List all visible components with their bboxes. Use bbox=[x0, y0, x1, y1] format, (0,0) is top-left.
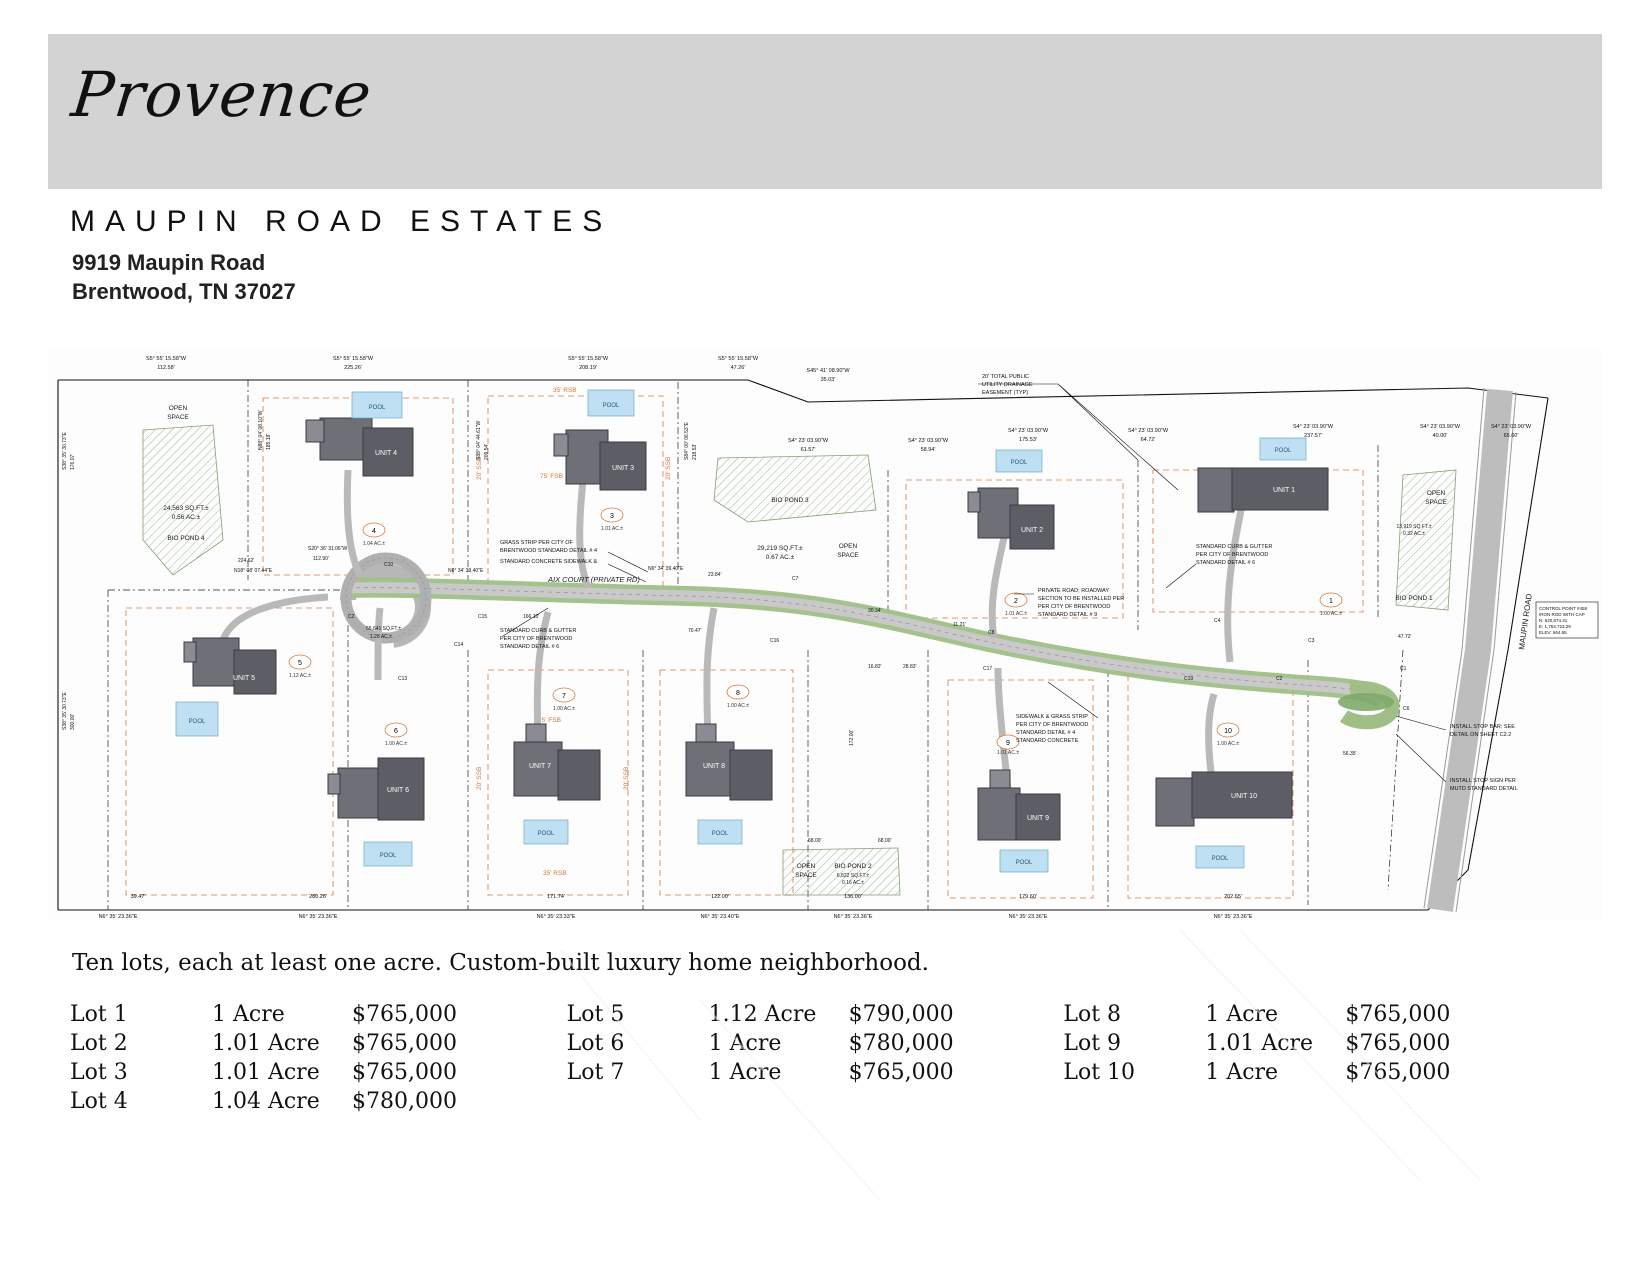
bio-pond-4-area2: 0.56 AC.± bbox=[171, 514, 201, 521]
price-column-3 bbox=[1063, 1000, 1560, 1116]
svg-text:BRENTWOOD STANDARD DETAIL # 4: BRENTWOOD STANDARD DETAIL # 4 bbox=[500, 548, 598, 554]
pool-label: POOL bbox=[602, 403, 620, 409]
svg-text:C16: C16 bbox=[770, 638, 780, 644]
lot-acre: 1 Acre bbox=[1205, 1002, 1279, 1027]
svg-text:47.72': 47.72' bbox=[1398, 634, 1412, 640]
pool-label: POOL bbox=[1010, 460, 1028, 466]
svg-text:224.62': 224.62' bbox=[238, 558, 255, 564]
lot-acre: 1.01 Acre bbox=[212, 1031, 320, 1056]
svg-text:N6° 35' 23.36"E: N6° 35' 23.36"E bbox=[98, 914, 138, 920]
lot-name: Lot 10 bbox=[1063, 1060, 1136, 1085]
svg-text:UTILITY DRAINAGE: UTILITY DRAINAGE bbox=[982, 382, 1033, 388]
pool-label: POOL bbox=[711, 831, 729, 837]
lot-name: Lot 8 bbox=[1063, 1002, 1122, 1027]
svg-text:11.21': 11.21' bbox=[953, 622, 967, 628]
svg-text:175.53': 175.53' bbox=[1019, 437, 1037, 443]
svg-text:STANDARD CURB & GUTTER: STANDARD CURB & GUTTER bbox=[500, 628, 577, 634]
svg-text:S5° 55' 15.58"W: S5° 55' 15.58"W bbox=[145, 356, 187, 362]
pool-label: POOL bbox=[188, 719, 206, 725]
lot-price: $780,000 bbox=[352, 1089, 457, 1114]
address-line-1: 9919 Maupin Road bbox=[72, 250, 266, 275]
unit-1-label: UNIT 1 bbox=[1272, 487, 1296, 494]
svg-text:61.57': 61.57' bbox=[800, 447, 816, 453]
unit-6-label: UNIT 6 bbox=[386, 787, 410, 794]
svg-text:S4° 23' 03.90"W: S4° 23' 03.90"W bbox=[1419, 424, 1461, 430]
open-space-label-1b: SPACE bbox=[167, 414, 189, 421]
svg-text:C17: C17 bbox=[983, 666, 993, 672]
maupin-road-label: MAUPIN ROAD bbox=[1517, 593, 1534, 651]
open-space-label-1: OPEN bbox=[168, 405, 188, 412]
table-row-empty bbox=[1063, 1087, 1560, 1116]
lot-acre: 1.01 Acre bbox=[1205, 1031, 1314, 1056]
lot-1-number: 1 bbox=[1329, 598, 1333, 605]
svg-text:N88° 04' 08.10"W: N88° 04' 08.10"W bbox=[258, 410, 264, 450]
svg-text:N6° 34' 39.40"E: N6° 34' 39.40"E bbox=[648, 566, 684, 572]
open-space-label-4: OPEN bbox=[796, 863, 816, 870]
svg-text:PER CITY OF BRENTWOOD: PER CITY OF BRENTWOOD bbox=[1038, 604, 1111, 610]
unit-3-label: UNIT 3 bbox=[611, 465, 635, 472]
svg-text:C2: C2 bbox=[1276, 676, 1283, 682]
svg-text:C6: C6 bbox=[1403, 706, 1410, 712]
svg-text:C3: C3 bbox=[1308, 638, 1315, 644]
lot-6-number: 6 bbox=[394, 728, 398, 735]
svg-text:S88° 04' 44.61"W: S88° 04' 44.61"W bbox=[476, 420, 482, 460]
bio-pond-3-label: BIO POND 3 bbox=[771, 497, 809, 504]
bio-pond-3 bbox=[714, 455, 876, 522]
lot-3-number: 3 bbox=[610, 513, 614, 520]
lot-10-area: 1.00 AC.± bbox=[1217, 741, 1239, 747]
lot-price: $765,000 bbox=[352, 1060, 457, 1085]
svg-text:225.26': 225.26' bbox=[344, 365, 362, 371]
svg-text:C13: C13 bbox=[398, 676, 408, 682]
svg-text:S5° 55' 15.58"W: S5° 55' 15.58"W bbox=[567, 356, 609, 362]
table-row bbox=[1063, 1029, 1560, 1058]
svg-text:N6° 35' 23.36"E: N6° 35' 23.36"E bbox=[1008, 914, 1048, 920]
table-row bbox=[70, 1029, 567, 1058]
lot-price: $765,000 bbox=[1345, 1002, 1451, 1027]
svg-text:237.57': 237.57' bbox=[1304, 433, 1322, 439]
svg-text:ELEV: 664.65: ELEV: 664.65 bbox=[1539, 630, 1567, 635]
table-row bbox=[567, 1000, 1064, 1029]
svg-text:C1: C1 bbox=[1400, 666, 1407, 672]
open-space-area2: 0.32 AC.± bbox=[1403, 531, 1425, 537]
unit-10-label: UNIT 10 bbox=[1231, 793, 1257, 800]
lot-acre: 1.12 Acre bbox=[708, 1002, 817, 1027]
lot-2-number: 2 bbox=[1014, 598, 1018, 605]
bio-pond-1-label: BIO POND 1 bbox=[1395, 595, 1433, 602]
svg-text:C4: C4 bbox=[1214, 618, 1221, 624]
svg-text:23.84': 23.84' bbox=[708, 572, 722, 578]
svg-text:185.18': 185.18' bbox=[266, 433, 272, 450]
lot-4-area: 1.04 AC.± bbox=[363, 541, 385, 547]
svg-text:112.90': 112.90' bbox=[313, 556, 329, 562]
svg-text:1.28 AC.±: 1.28 AC.± bbox=[370, 634, 392, 640]
open-space-label-3b: SPACE bbox=[1425, 499, 1447, 506]
svg-text:30.34': 30.34' bbox=[868, 608, 882, 614]
svg-text:C15: C15 bbox=[478, 614, 488, 620]
pool-label: POOL bbox=[1211, 856, 1229, 862]
price-table bbox=[70, 1000, 1560, 1116]
svg-text:N6° 35' 23.36"E: N6° 35' 23.36"E bbox=[298, 914, 338, 920]
lot-5-area: 1.12 AC.± bbox=[289, 673, 311, 679]
svg-text:DETAIL ON SHEET C2.2: DETAIL ON SHEET C2.2 bbox=[1450, 732, 1512, 738]
svg-text:35.03': 35.03' bbox=[820, 377, 836, 383]
svg-text:MUTD STANDARD DETAIL: MUTD STANDARD DETAIL bbox=[1450, 786, 1518, 792]
svg-text:S20° 36' 31.06"W: S20° 36' 31.06"W bbox=[308, 546, 348, 552]
lot-price: $765,000 bbox=[352, 1031, 457, 1056]
svg-text:N6° 35' 23.33"E: N6° 35' 23.33"E bbox=[536, 914, 576, 920]
svg-text:PER CITY OF BRENTWOOD: PER CITY OF BRENTWOOD bbox=[1016, 722, 1089, 728]
price-column-1 bbox=[70, 1000, 567, 1116]
pool-label: POOL bbox=[1274, 448, 1292, 454]
lot-acre: 1 Acre bbox=[212, 1002, 285, 1027]
lot-name: Lot 4 bbox=[70, 1089, 128, 1114]
svg-text:28.83': 28.83' bbox=[903, 664, 917, 670]
svg-text:S4° 23' 03.90"W: S4° 23' 03.90"W bbox=[907, 438, 949, 444]
table-row bbox=[70, 1058, 567, 1087]
svg-text:75' FSB: 75' FSB bbox=[538, 717, 561, 724]
svg-text:C10: C10 bbox=[384, 562, 394, 568]
lot-price: $765,000 bbox=[1345, 1031, 1451, 1056]
lot-name: Lot 6 bbox=[566, 1031, 625, 1056]
lot-7-number: 7 bbox=[562, 693, 566, 700]
pool-label: POOL bbox=[368, 405, 386, 411]
svg-text:C2: C2 bbox=[348, 614, 355, 620]
svg-text:208.19': 208.19' bbox=[579, 365, 597, 371]
table-row bbox=[567, 1058, 1064, 1087]
svg-text:N6° 35' 23.36"E: N6° 35' 23.36"E bbox=[833, 914, 873, 920]
svg-text:STANDARD CURB & GUTTER: STANDARD CURB & GUTTER bbox=[1196, 544, 1273, 550]
svg-text:68.00': 68.00' bbox=[878, 838, 892, 844]
svg-text:16.82': 16.82' bbox=[868, 664, 882, 670]
svg-text:GRASS STRIP PER CITY OF: GRASS STRIP PER CITY OF bbox=[500, 540, 573, 546]
lot-price: $780,000 bbox=[848, 1031, 954, 1056]
lot-acre: 1 Acre bbox=[1205, 1060, 1279, 1085]
svg-text:56.35': 56.35' bbox=[1343, 751, 1357, 757]
svg-text:70.47': 70.47' bbox=[688, 628, 702, 634]
svg-text:136.00': 136.00' bbox=[844, 894, 862, 900]
lot-name: Lot 9 bbox=[1063, 1031, 1122, 1056]
svg-text:S38° 35' 30.73"E: S38° 35' 30.73"E bbox=[62, 432, 68, 470]
table-row bbox=[1063, 1058, 1560, 1087]
unit-5-label: UNIT 5 bbox=[232, 675, 256, 682]
pool-label: POOL bbox=[379, 853, 397, 859]
svg-text:S5° 55' 15.58"W: S5° 55' 15.58"W bbox=[717, 356, 759, 362]
svg-text:179.60': 179.60' bbox=[1019, 894, 1037, 900]
svg-text:S4° 23' 03.90"W: S4° 23' 03.90"W bbox=[1292, 424, 1334, 430]
svg-text:65.60': 65.60' bbox=[1503, 433, 1519, 439]
svg-text:N: 620,574.31: N: 620,574.31 bbox=[1539, 618, 1568, 623]
svg-text:55,641 SQ.FT.±: 55,641 SQ.FT.± bbox=[366, 626, 401, 632]
table-row bbox=[70, 1000, 567, 1029]
table-row-empty bbox=[567, 1087, 1064, 1116]
svg-text:20' SSB: 20' SSB bbox=[623, 766, 630, 790]
svg-text:STANDARD DETAIL # 6: STANDARD DETAIL # 6 bbox=[1196, 560, 1256, 566]
control-point-note bbox=[1536, 602, 1598, 638]
svg-text:122.00': 122.00' bbox=[711, 894, 729, 900]
svg-text:C7: C7 bbox=[792, 576, 799, 582]
svg-text:S45° 41' 08.90"W: S45° 41' 08.90"W bbox=[806, 368, 850, 374]
lot-8-number: 8 bbox=[736, 690, 740, 697]
svg-text:209.54': 209.54' bbox=[484, 443, 490, 460]
svg-text:S4° 23' 03.90"W: S4° 23' 03.90"W bbox=[1490, 424, 1532, 430]
pool-label: POOL bbox=[537, 831, 555, 837]
svg-text:SIDEWALK & GRASS STRIP: SIDEWALK & GRASS STRIP bbox=[1016, 714, 1088, 720]
lot-acre: 1 Acre bbox=[708, 1060, 782, 1085]
address-line-2: Brentwood, TN 37027 bbox=[72, 279, 296, 304]
open-space-area: 13,919 SQ.FT.± bbox=[1396, 524, 1432, 530]
lot-name: Lot 1 bbox=[70, 1002, 128, 1027]
svg-text:PER CITY OF BRENTWOOD: PER CITY OF BRENTWOOD bbox=[500, 636, 573, 642]
lot-2-area: 1.01 AC.± bbox=[1005, 611, 1027, 617]
unit-2-label: UNIT 2 bbox=[1020, 527, 1044, 534]
lot-name: Lot 5 bbox=[566, 1002, 625, 1027]
svg-text:PER CITY OF BRENTWOOD: PER CITY OF BRENTWOOD bbox=[1196, 552, 1269, 558]
lot-name: Lot 3 bbox=[70, 1060, 128, 1085]
svg-text:280.26': 280.26' bbox=[309, 894, 327, 900]
bio-pond-3-area2: 0.67 AC.± bbox=[765, 554, 795, 561]
open-space-label-4b: SPACE bbox=[795, 872, 817, 879]
svg-text:C14: C14 bbox=[454, 642, 464, 648]
svg-text:20' SSB: 20' SSB bbox=[476, 766, 483, 790]
svg-text:35' RSB: 35' RSB bbox=[543, 870, 567, 877]
svg-text:PRIVATE ROAD; ROADWAY: PRIVATE ROAD; ROADWAY bbox=[1038, 588, 1109, 594]
svg-text:20' SSB: 20' SSB bbox=[476, 456, 483, 480]
lot-9-area: 1.01 AC.± bbox=[997, 750, 1019, 756]
svg-text:E: 1,763,723.29: E: 1,763,723.29 bbox=[1539, 624, 1571, 629]
unit-4-label: UNIT 4 bbox=[374, 450, 398, 457]
bio-pond-4 bbox=[143, 425, 223, 575]
lot-acre: 1 Acre bbox=[708, 1031, 782, 1056]
svg-text:CONTROL POINT #458: CONTROL POINT #458 bbox=[1539, 606, 1588, 611]
bio-pond-3-area: 29,219 SQ.FT.± bbox=[757, 545, 803, 552]
svg-text:STANDARD CONCRETE: STANDARD CONCRETE bbox=[1016, 738, 1079, 744]
bio-pond-2-area: 6,822 SQ.FT.± bbox=[836, 873, 870, 879]
bio-pond-4-label: BIO POND 4 bbox=[167, 535, 205, 542]
svg-text:58.94': 58.94' bbox=[920, 447, 936, 453]
street-name-label: AIX COURT (PRIVATE RD) bbox=[548, 575, 640, 584]
table-row bbox=[567, 1029, 1064, 1058]
lot-acre: 1.04 Acre bbox=[212, 1089, 320, 1114]
lot-4-number: 4 bbox=[372, 528, 376, 535]
svg-text:INSTALL STOP BAR; SEE: INSTALL STOP BAR; SEE bbox=[1450, 724, 1515, 730]
open-space-label-2b: SPACE bbox=[837, 552, 859, 559]
svg-text:S5° 55' 15.58"W: S5° 55' 15.58"W bbox=[332, 356, 374, 362]
svg-text:40.00': 40.00' bbox=[1432, 433, 1448, 439]
open-space-label-2: OPEN bbox=[838, 543, 858, 550]
lot-6-area: 1.00 AC.± bbox=[385, 741, 407, 747]
svg-text:171.74': 171.74' bbox=[547, 894, 565, 900]
lot-9-number: 9 bbox=[1006, 740, 1010, 747]
svg-text:STANDARD CONCRETE SIDEWALK &: STANDARD CONCRETE SIDEWALK & bbox=[500, 559, 598, 565]
svg-text:S4° 23' 03.90"W: S4° 23' 03.90"W bbox=[787, 438, 829, 444]
svg-text:C19: C19 bbox=[1184, 676, 1194, 682]
svg-text:68.00': 68.00' bbox=[808, 838, 822, 844]
lot-5-number: 5 bbox=[298, 660, 302, 667]
lot-8-area: 1.00 AC.± bbox=[727, 703, 749, 709]
svg-text:S4° 23' 03.90"W: S4° 23' 03.90"W bbox=[1007, 428, 1049, 434]
svg-text:N6° 34' 39.40"E: N6° 34' 39.40"E bbox=[448, 568, 484, 574]
lot-10-number: 10 bbox=[1224, 728, 1232, 735]
description-text: Ten lots, each at least one acre. Custom-built luxury home neighborhood. bbox=[72, 950, 929, 976]
svg-text:64.72': 64.72' bbox=[1140, 437, 1156, 443]
pool-label: POOL bbox=[1015, 860, 1033, 866]
svg-text:SECTION TO BE INSTALLED PER: SECTION TO BE INSTALLED PER bbox=[1038, 596, 1125, 602]
lot-3-area: 1.01 AC.± bbox=[601, 526, 623, 532]
svg-text:N18° 08' 07.44"E: N18° 08' 07.44"E bbox=[234, 568, 273, 574]
svg-text:202.65': 202.65' bbox=[1224, 894, 1242, 900]
unit-7-label: UNIT 7 bbox=[528, 763, 552, 770]
svg-text:S84° 00' 06.53"E: S84° 00' 06.53"E bbox=[684, 422, 690, 460]
svg-text:STANDARD DETAIL # 6: STANDARD DETAIL # 6 bbox=[500, 644, 560, 650]
lot-7-area: 1.00 AC.± bbox=[553, 706, 575, 712]
svg-text:172.00': 172.00' bbox=[849, 729, 855, 746]
table-row bbox=[70, 1087, 567, 1116]
svg-text:20' SSB: 20' SSB bbox=[665, 456, 672, 480]
lot-name: Lot 2 bbox=[70, 1031, 128, 1056]
svg-text:S4° 23' 03.90"W: S4° 23' 03.90"W bbox=[1127, 428, 1169, 434]
svg-text:112.58': 112.58' bbox=[157, 365, 175, 371]
svg-text:166.10': 166.10' bbox=[523, 614, 540, 620]
site-plan bbox=[48, 350, 1602, 920]
lot-price: $765,000 bbox=[1345, 1060, 1451, 1085]
svg-text:STANDARD DETAIL # 9: STANDARD DETAIL # 9 bbox=[1038, 612, 1098, 618]
lot-acre: 1.01 Acre bbox=[212, 1060, 320, 1085]
svg-text:S38° 35' 30.73"E: S38° 35' 30.73"E bbox=[62, 692, 68, 730]
bearing-labels-bottom bbox=[99, 894, 1253, 920]
svg-text:C8: C8 bbox=[988, 630, 995, 636]
unit-8-label: UNIT 8 bbox=[702, 763, 726, 770]
svg-text:47.26': 47.26' bbox=[730, 365, 746, 371]
svg-text:39.47': 39.47' bbox=[130, 894, 146, 900]
price-column-2 bbox=[567, 1000, 1064, 1116]
svg-text:N6° 35' 23.40"E: N6° 35' 23.40"E bbox=[700, 914, 740, 920]
svg-text:IRON ROD WITH CAP: IRON ROD WITH CAP bbox=[1539, 612, 1585, 617]
svg-text:218.53': 218.53' bbox=[692, 443, 698, 460]
table-row bbox=[1063, 1000, 1560, 1029]
svg-text:STANDARD DETAIL # 4: STANDARD DETAIL # 4 bbox=[1016, 730, 1076, 736]
page-title: MAUPIN ROAD ESTATES bbox=[70, 205, 613, 238]
open-space-label-3: OPEN bbox=[1426, 490, 1446, 497]
bio-pond-2-area2: 0.16 AC.± bbox=[842, 880, 864, 886]
median-island bbox=[1338, 693, 1394, 711]
svg-text:35' RSB: 35' RSB bbox=[553, 387, 577, 394]
lot-markers bbox=[289, 508, 1342, 756]
lot-price: $765,000 bbox=[848, 1060, 954, 1085]
unit-9-label: UNIT 9 bbox=[1026, 815, 1050, 822]
svg-text:N6° 35' 23.36"E: N6° 35' 23.36"E bbox=[1213, 914, 1253, 920]
lot-name: Lot 7 bbox=[566, 1060, 625, 1085]
lot-price: $765,000 bbox=[352, 1002, 457, 1027]
lot-price: $790,000 bbox=[848, 1002, 954, 1027]
svg-text:75' FSB: 75' FSB bbox=[540, 473, 563, 480]
svg-text:EASEMENT (TYP): EASEMENT (TYP) bbox=[982, 390, 1029, 396]
lot-1-area: 1.00 AC.± bbox=[1320, 611, 1342, 617]
bio-pond-4-area: 24,563 SQ.FT.± bbox=[163, 505, 209, 512]
bio-pond-2-label: BIO POND 2 bbox=[834, 863, 872, 870]
svg-text:INSTALL STOP SIGN PER: INSTALL STOP SIGN PER bbox=[1450, 778, 1516, 784]
svg-text:176.07': 176.07' bbox=[70, 453, 76, 470]
maupin-road bbox=[1424, 388, 1516, 912]
brand-logo: Provence bbox=[68, 58, 376, 131]
svg-text:300.00': 300.00' bbox=[70, 713, 76, 730]
svg-text:20' TOTAL PUBLIC: 20' TOTAL PUBLIC bbox=[982, 374, 1030, 380]
